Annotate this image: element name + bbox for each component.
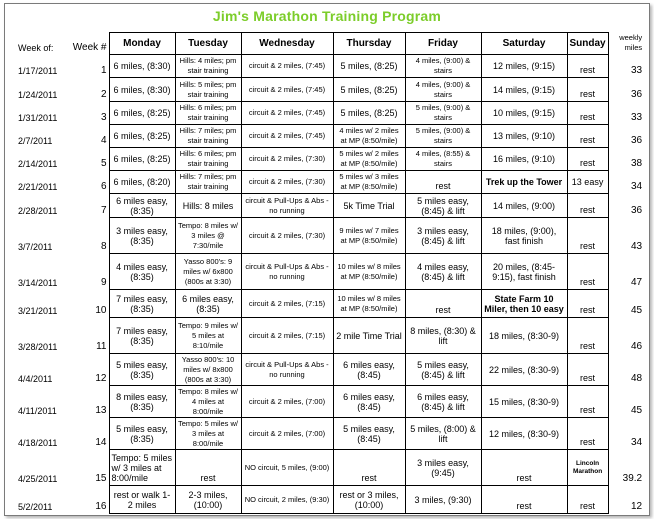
week-of-cell: 3/28/2011 — [18, 341, 58, 352]
sat-cell: 15 miles, (8:30-9) — [481, 386, 567, 418]
mon-cell: 6 miles, (8:30) — [109, 55, 175, 78]
tue-cell: Yasso 800's: 9 miles w/ 6x800 (800s at 3:30) — [175, 254, 241, 290]
sat-cell: 18 miles, (8:30-9) — [481, 318, 567, 354]
week-of-cell: 4/18/2011 — [18, 437, 58, 448]
header-week-of: Week of: — [18, 42, 54, 53]
wed-cell: NO circuit, 2 miles, (9:30) — [241, 486, 333, 514]
week-of-cell: 1/17/2011 — [18, 65, 58, 76]
thu-cell: 10 miles w/ 8 miles at MP (8:50/mile) — [333, 254, 405, 290]
sat-cell: 14 miles, (9:00) — [481, 194, 567, 218]
weekly-miles-cell: 36 — [631, 88, 643, 100]
table-row — [16, 486, 646, 514]
sun-cell: rest — [567, 55, 608, 78]
week-number-cell: 6 — [100, 180, 107, 192]
sun-cell: rest — [567, 418, 608, 450]
sun-cell: rest — [567, 386, 608, 418]
wed-cell: circuit & 2 miles, (7:15) — [241, 318, 333, 354]
wed-cell: NO circuit, 5 miles, (9:00) — [241, 450, 333, 486]
table-row — [16, 171, 646, 194]
fri-cell: 6 miles easy, (8:45) & lift — [405, 386, 481, 418]
week-number-cell: 15 — [95, 472, 107, 484]
tue-cell: Yasso 800's: 10 miles w/ 8x800 (800s at 3:30) — [175, 354, 241, 386]
wed-cell: circuit & 2 miles, (7:45) — [241, 125, 333, 148]
tue-cell: Hills: 4 miles; pm stair training — [175, 55, 241, 78]
sun-cell: rest — [567, 148, 608, 171]
wed-cell: circuit & 2 miles, (7:45) — [241, 55, 333, 78]
sun-cell: rest — [567, 194, 608, 218]
mon-cell: 8 miles easy, (8:35) — [109, 386, 175, 418]
thu-cell: 5 miles w/ 3 miles at MP (8:50/mile) — [333, 171, 405, 194]
thu-cell: 5k Time Trial — [333, 194, 405, 218]
header-wednesday: Wednesday — [241, 33, 333, 55]
mon-cell: 6 miles, (8:25) — [109, 102, 175, 125]
thu-cell: 9 miles w/ 7 miles at MP (8:50/mile) — [333, 218, 405, 254]
week-of-cell: 1/24/2011 — [18, 89, 58, 100]
tue-cell: Hills: 8 miles — [175, 194, 241, 218]
week-of-cell: 3/14/2011 — [18, 277, 58, 288]
fri-cell: 4 miles easy, (8:45) & lift — [405, 254, 481, 290]
header-weekly-miles: weekly miles — [619, 32, 643, 52]
document-frame — [4, 3, 650, 516]
weekly-miles-cell: 34 — [631, 436, 643, 448]
week-of-cell: 3/7/2011 — [18, 241, 53, 252]
week-number-cell: 11 — [96, 340, 107, 352]
header-saturday: Saturday — [481, 33, 567, 55]
mon-cell: 7 miles easy, (8:35) — [109, 290, 175, 318]
sat-cell: Trek up the Tower — [481, 171, 567, 194]
week-of-cell: 3/21/2011 — [18, 305, 58, 316]
header-sunday: Sunday — [567, 33, 608, 55]
wed-cell: circuit & Pull-Ups & Abs - no running — [241, 254, 333, 290]
sat-cell: 12 miles, (8:30-9) — [481, 418, 567, 450]
wed-cell: circuit & 2 miles, (7:00) — [241, 386, 333, 418]
wed-cell: circuit & 2 miles, (7:30) — [241, 218, 333, 254]
thu-cell: 2 mile Time Trial — [333, 318, 405, 354]
sun-cell: rest — [567, 78, 608, 102]
thu-cell: 5 miles, (8:25) — [333, 102, 405, 125]
weekly-miles-cell: 45 — [631, 404, 643, 416]
sun-cell: rest — [567, 218, 608, 254]
wed-cell: circuit & 2 miles, (7:15) — [241, 290, 333, 318]
thu-cell: 6 miles easy, (8:45) — [333, 354, 405, 386]
sun-cell: rest — [567, 290, 608, 318]
sat-cell: State Farm 10 Miler, then 10 easy — [481, 290, 567, 318]
week-number-cell: 13 — [95, 404, 107, 416]
table-row — [16, 290, 646, 318]
thu-cell: 4 miles w/ 2 miles at MP (8:50/mile) — [333, 125, 405, 148]
mon-cell: 3 miles easy, (8:35) — [109, 218, 175, 254]
mon-cell: 6 miles easy, (8:35) — [109, 194, 175, 218]
fri-cell: 5 miles, (9:00) & stairs — [405, 125, 481, 148]
table-row — [16, 318, 646, 354]
wed-cell: circuit & 2 miles, (7:45) — [241, 78, 333, 102]
tue-cell: Hills: 7 miles; pm stair training — [175, 171, 241, 194]
header-monday: Monday — [109, 33, 175, 55]
mon-cell: Tempo: 5 miles w/ 3 miles at 8:00/mile — [109, 450, 175, 486]
mon-cell: 6 miles, (8:25) — [109, 148, 175, 171]
week-of-cell: 1/31/2011 — [18, 112, 58, 123]
sat-cell: 18 miles, (9:00), fast finish — [481, 218, 567, 254]
header-row — [16, 33, 646, 55]
thu-cell: 5 miles, (8:25) — [333, 78, 405, 102]
week-number-cell: 3 — [100, 111, 107, 123]
tue-cell: Hills: 5 miles; pm stair training — [175, 78, 241, 102]
sun-cell: rest — [567, 125, 608, 148]
table-row — [16, 125, 646, 148]
mon-cell: 6 miles, (8:25) — [109, 125, 175, 148]
table-row — [16, 354, 646, 386]
tue-cell: 2-3 miles, (10:00) — [175, 486, 241, 514]
table-row — [16, 218, 646, 254]
week-number-cell: 10 — [95, 304, 107, 316]
week-of-cell: 2/21/2011 — [18, 181, 58, 192]
sun-cell: Lincoln Marathon — [567, 450, 608, 486]
week-of-cell: 2/28/2011 — [18, 205, 58, 216]
header-week-number: Week # — [72, 41, 107, 53]
weekly-miles-cell: 45 — [631, 304, 643, 316]
fri-cell: 4 miles, (9:00) & stairs — [405, 78, 481, 102]
sat-cell: 10 miles, (9:15) — [481, 102, 567, 125]
thu-cell: 5 miles w/ 2 miles at MP (8:50/mile) — [333, 148, 405, 171]
mon-cell: 4 miles easy, (8:35) — [109, 254, 175, 290]
fri-cell: 3 miles, (9:30) — [405, 486, 481, 514]
wed-cell: circuit & 2 miles, (7:30) — [241, 171, 333, 194]
tue-cell: rest — [175, 450, 241, 486]
tue-cell: Tempo: 9 miles w/ 5 miles at 8:10/mile — [175, 318, 241, 354]
mon-cell: 6 miles, (8:20) — [109, 171, 175, 194]
training-table — [16, 32, 646, 514]
table-row — [16, 55, 646, 78]
sun-cell: rest — [567, 318, 608, 354]
table-row — [16, 194, 646, 218]
sat-cell: 20 miles, (8:45-9:15), fast finish — [481, 254, 567, 290]
fri-cell: 4 miles, (8:55) & stairs — [405, 148, 481, 171]
weekly-miles-cell: 33 — [631, 111, 643, 123]
thu-cell: 6 miles easy, (8:45) — [333, 386, 405, 418]
mon-cell: 5 miles easy, (8:35) — [109, 418, 175, 450]
fri-cell: 5 miles, (8:00) & lift — [405, 418, 481, 450]
tue-cell: Hills: 6 miles; pm stair training — [175, 148, 241, 171]
weekly-miles-cell: 34 — [631, 180, 643, 192]
week-number-cell: 4 — [100, 134, 107, 146]
sat-cell: 16 miles, (9:10) — [481, 148, 567, 171]
thu-cell: rest — [333, 450, 405, 486]
tue-cell: Hills: 6 miles; pm stair training — [175, 102, 241, 125]
wed-cell: circuit & 2 miles, (7:30) — [241, 148, 333, 171]
fri-cell: 5 miles easy, (8:45) & lift — [405, 354, 481, 386]
sun-cell: rest — [567, 102, 608, 125]
table-row — [16, 254, 646, 290]
weekly-miles-cell: 12 — [631, 500, 643, 512]
table-row — [16, 386, 646, 418]
week-of-cell: 2/14/2011 — [18, 158, 58, 169]
weekly-miles-cell: 33 — [631, 64, 643, 76]
thu-cell: 5 miles easy, (8:45) — [333, 418, 405, 450]
mon-cell: rest or walk 1-2 miles — [109, 486, 175, 514]
thu-cell: 5 miles, (8:25) — [333, 55, 405, 78]
mon-cell: 6 miles, (8:30) — [109, 78, 175, 102]
weekly-miles-cell: 47 — [631, 276, 643, 288]
thu-cell: 10 miles w/ 8 miles at MP (8:50/mile) — [333, 290, 405, 318]
mon-cell: 5 miles easy, (8:35) — [109, 354, 175, 386]
weekly-miles-cell: 46 — [631, 340, 643, 352]
week-number-cell: 5 — [100, 157, 107, 169]
tue-cell: Tempo: 5 miles w/ 3 miles at 8:00/mile — [175, 418, 241, 450]
table-row — [16, 148, 646, 171]
thu-cell: rest or 3 miles, (10:00) — [333, 486, 405, 514]
tue-cell: Tempo: 8 miles w/ 3 miles @ 7:30/mile — [175, 218, 241, 254]
weekly-miles-cell: 38 — [631, 157, 643, 169]
header-tuesday: Tuesday — [175, 33, 241, 55]
table-row — [16, 450, 646, 486]
week-number-cell: 7 — [100, 204, 107, 216]
page-title: Jim's Marathon Training Program — [212, 8, 442, 24]
wed-cell: circuit & Pull-Ups & Abs - no running — [241, 194, 333, 218]
fri-cell: 4 miles, (9:00) & stairs — [405, 55, 481, 78]
weekly-miles-cell: 48 — [631, 372, 643, 384]
wed-cell: circuit & Pull-Ups & Abs - no running — [241, 354, 333, 386]
sun-cell: rest — [567, 354, 608, 386]
week-number-cell: 14 — [95, 436, 107, 448]
week-of-cell: 4/4/2011 — [18, 373, 53, 384]
sun-cell: 13 easy — [567, 171, 608, 194]
mon-cell: 7 miles easy, (8:35) — [109, 318, 175, 354]
week-number-cell: 16 — [95, 500, 107, 512]
fri-cell: 8 miles, (8:30) & lift — [405, 318, 481, 354]
table-row — [16, 418, 646, 450]
tue-cell: 6 miles easy, (8:35) — [175, 290, 241, 318]
sat-cell: 13 miles, (9:10) — [481, 125, 567, 148]
weekly-miles-cell: 43 — [631, 240, 643, 252]
fri-cell: 3 miles easy, (9:45) — [405, 450, 481, 486]
sat-cell: 22 miles, (8:30-9) — [481, 354, 567, 386]
sun-cell: rest — [567, 486, 608, 514]
fri-cell: 5 miles, (9:00) & stairs — [405, 102, 481, 125]
week-number-cell: 12 — [95, 372, 107, 384]
tue-cell: Hills: 7 miles; pm stair training — [175, 125, 241, 148]
week-number-cell: 1 — [100, 64, 107, 76]
header-thursday: Thursday — [333, 33, 405, 55]
wed-cell: circuit & 2 miles, (7:45) — [241, 102, 333, 125]
week-of-cell: 2/7/2011 — [18, 135, 53, 146]
table-row — [16, 102, 646, 125]
sat-cell: rest — [481, 450, 567, 486]
weekly-miles-cell: 39.2 — [622, 472, 643, 484]
fri-cell: rest — [405, 290, 481, 318]
sat-cell: 14 miles, (9:15) — [481, 78, 567, 102]
fri-cell: 3 miles easy, (8:45) & lift — [405, 218, 481, 254]
week-of-cell: 5/2/2011 — [18, 501, 53, 512]
fri-cell: 5 miles easy, (8:45) & lift — [405, 194, 481, 218]
header-friday: Friday — [405, 33, 481, 55]
sun-cell: rest — [567, 254, 608, 290]
weekly-miles-cell: 36 — [631, 134, 643, 146]
week-number-cell: 8 — [100, 240, 107, 252]
tue-cell: Tempo: 8 miles w/ 4 miles at 8:00/mile — [175, 386, 241, 418]
week-number-cell: 2 — [100, 88, 107, 100]
wed-cell: circuit & 2 miles, (7:00) — [241, 418, 333, 450]
table-row — [16, 78, 646, 102]
week-number-cell: 9 — [100, 276, 107, 288]
week-of-cell: 4/11/2011 — [18, 405, 57, 416]
fri-cell: rest — [405, 171, 481, 194]
weekly-miles-cell: 36 — [631, 204, 643, 216]
week-of-cell: 4/25/2011 — [18, 473, 58, 484]
sat-cell: rest — [481, 486, 567, 514]
sat-cell: 12 miles, (9:15) — [481, 55, 567, 78]
